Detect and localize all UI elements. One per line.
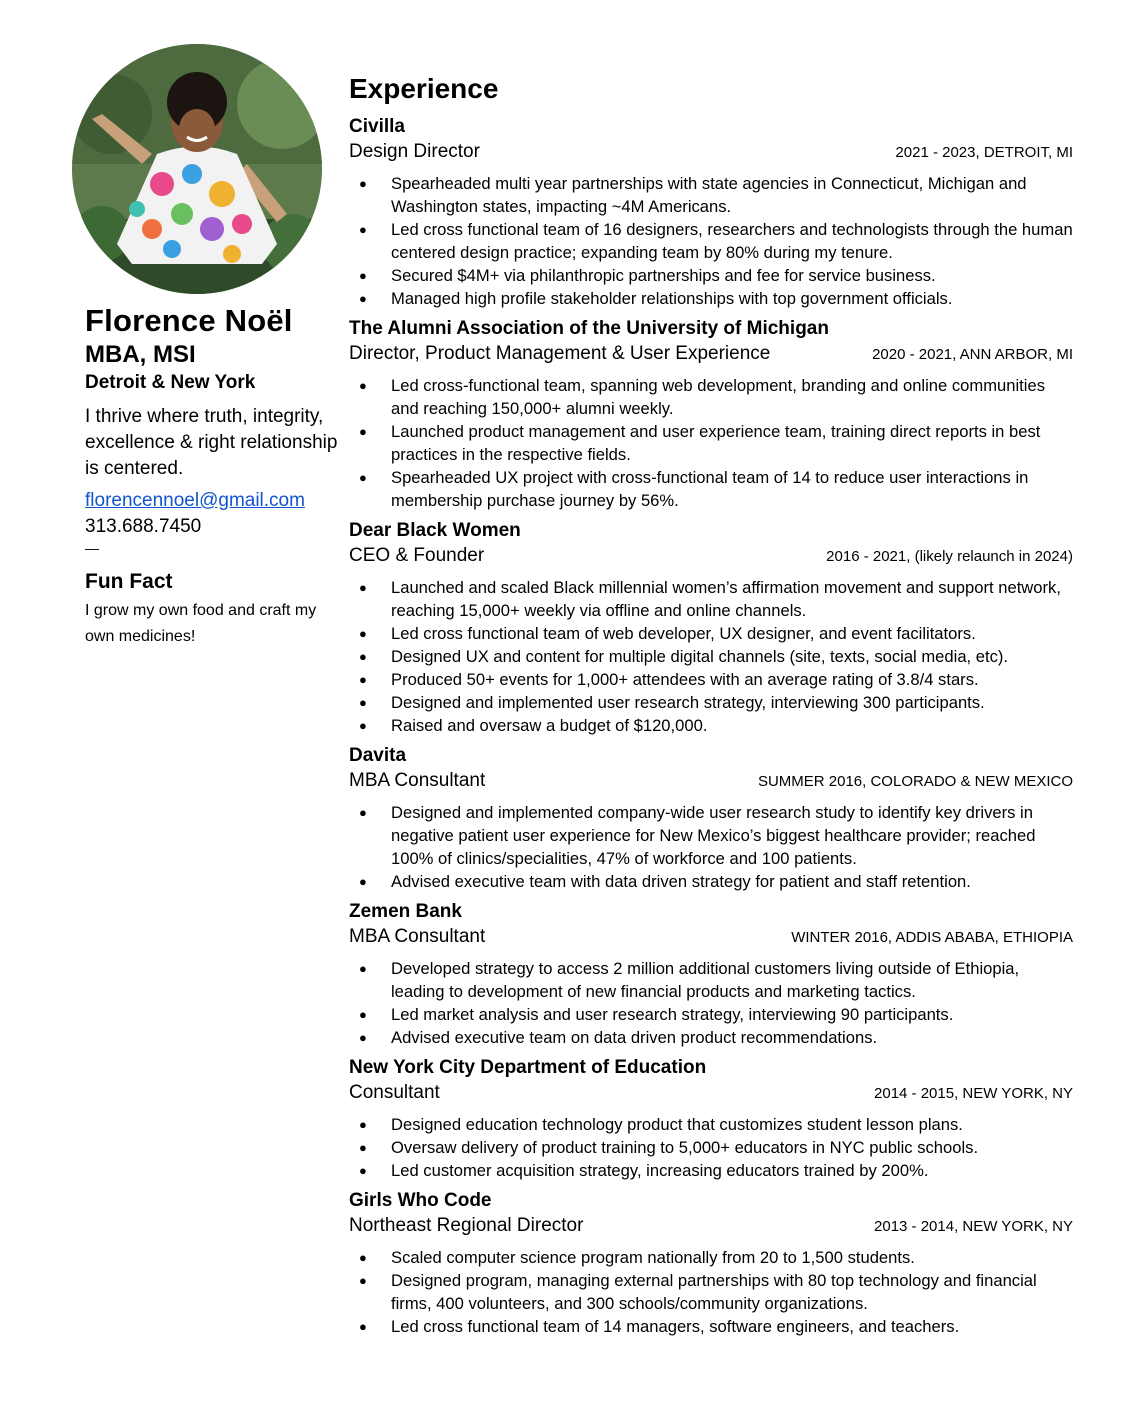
job-entry bbox=[349, 519, 1075, 737]
job-company: Civilla bbox=[349, 116, 405, 137]
job-bullet: ● Led cross-functional team, spanning web development, branding and online communities and reaching 150,000+ alumni weekly. bbox=[349, 374, 1075, 420]
job-role: Northeast Regional Director bbox=[349, 1215, 584, 1236]
profile-location: Detroit & New York bbox=[85, 372, 256, 393]
job-role: Consultant bbox=[349, 1082, 440, 1103]
job-bullet-list bbox=[349, 1113, 1075, 1182]
job-bullet: ● Spearheaded UX project with cross-functional team of 14 to reduce user interactions in membership purchase journey by 56%. bbox=[349, 466, 1075, 512]
job-bullet: ● Developed strategy to access 2 million additional customers living outside of Ethiopia, leading to development of new financial products and marketing tactics. bbox=[349, 957, 1075, 1003]
job-role-row bbox=[349, 341, 1075, 368]
job-bullet: ● Designed and implemented company-wide user research study to identify key drivers in negative patient user experience for New Mexico’s biggest healthcare provider; reached 100% of clinics/specialities, 47% of workforce and 100 patients. bbox=[349, 801, 1075, 870]
fun-fact-text: I grow my own food and craft my own medicines! bbox=[85, 602, 317, 645]
job-entry bbox=[349, 115, 1075, 310]
job-bullet: ● Advised executive team with data driven strategy for patient and staff retention. bbox=[349, 870, 1075, 893]
job-bullet: ● Led customer acquisition strategy, increasing educators trained by 200%. bbox=[349, 1159, 1075, 1182]
job-dates-location: 2020 - 2021, ANN ARBOR, MI bbox=[872, 346, 1073, 363]
job-bullet-list bbox=[349, 374, 1075, 512]
job-bullet: ● Managed high profile stakeholder relationships with top government officials. bbox=[349, 287, 1075, 310]
job-bullet: ● Designed program, managing external partnerships with 80 top technology and financial firms, 400 volunteers, and 300 schools/community organizations. bbox=[349, 1269, 1075, 1315]
job-company: Zemen Bank bbox=[349, 901, 462, 922]
job-bullet: ● Designed education technology product that customizes student lesson plans. bbox=[349, 1113, 1075, 1136]
job-dates-location: 2016 - 2021, (likely relaunch in 2024) bbox=[826, 548, 1073, 565]
job-bullet-list bbox=[349, 1246, 1075, 1338]
job-role: Director, Product Management & User Experience bbox=[349, 343, 771, 364]
job-dates-location: SUMMER 2016, COLORADO & NEW MEXICO bbox=[757, 773, 1073, 790]
job-bullet: ● Led cross functional team of web developer, UX designer, and event facilitators. bbox=[349, 622, 1075, 645]
divider: — bbox=[85, 540, 99, 556]
job-bullet: ● Launched product management and user experience team, training direct reports in best practices in the respective fields. bbox=[349, 420, 1075, 466]
job-role-row bbox=[349, 768, 1075, 795]
job-bullet: ● Led market analysis and user research strategy, interviewing 90 participants. bbox=[349, 1003, 1075, 1026]
job-entry bbox=[349, 317, 1075, 512]
job-role: CEO & Founder bbox=[349, 545, 485, 566]
job-role: MBA Consultant bbox=[349, 770, 486, 791]
job-dates-location: WINTER 2016, ADDIS ABABA, ETHIOPIA bbox=[791, 929, 1073, 946]
job-dates-location: 2014 - 2015, NEW YORK, NY bbox=[874, 1085, 1073, 1102]
job-dates-location: 2013 - 2014, NEW YORK, NY bbox=[874, 1218, 1073, 1235]
job-entry bbox=[349, 1189, 1075, 1338]
job-bullet-list bbox=[349, 576, 1075, 737]
job-company: The Alumni Association of the University of Michigan bbox=[349, 318, 829, 339]
profile-photo bbox=[72, 44, 322, 294]
job-company: Davita bbox=[349, 745, 407, 766]
job-bullet: ● Secured $4M+ via philanthropic partnerships and fee for service business. bbox=[349, 264, 1075, 287]
job-entry bbox=[349, 900, 1075, 1049]
job-bullet: ● Led cross functional team of 16 designers, researchers and technologists through the human centered design practice; expanding team by 80% during my tenure. bbox=[349, 218, 1075, 264]
job-role: Design Director bbox=[349, 141, 480, 162]
job-bullet: ● Designed UX and content for multiple digital channels (site, texts, social media, etc). bbox=[349, 645, 1075, 668]
phone-number: 313.688.7450 bbox=[85, 516, 202, 537]
job-role-row bbox=[349, 543, 1075, 570]
job-role-row bbox=[349, 924, 1075, 951]
job-bullet: ● Led cross functional team of 14 managers, software engineers, and teachers. bbox=[349, 1315, 1075, 1338]
job-company: Dear Black Women bbox=[349, 520, 521, 541]
profile-photo-image bbox=[72, 44, 322, 294]
job-bullet: ● Raised and oversaw a budget of $120,000. bbox=[349, 714, 1075, 737]
section-title: Experience bbox=[349, 73, 499, 104]
job-bullet-list bbox=[349, 172, 1075, 310]
experience-section bbox=[349, 71, 1075, 1345]
job-role-row bbox=[349, 1213, 1075, 1240]
profile-degrees: MBA, MSI bbox=[85, 341, 196, 368]
job-role-row bbox=[349, 1080, 1075, 1107]
profile-tagline: I thrive where truth, integrity, excellence & right relationship is centered. bbox=[85, 406, 338, 479]
job-bullet-list bbox=[349, 801, 1075, 893]
job-bullet: ● Advised executive team on data driven product recommendations. bbox=[349, 1026, 1075, 1049]
job-list bbox=[349, 115, 1075, 1338]
job-entry bbox=[349, 744, 1075, 893]
job-entry bbox=[349, 1056, 1075, 1182]
job-bullet: ● Scaled computer science program nationally from 20 to 1,500 students. bbox=[349, 1246, 1075, 1269]
fun-fact-heading: Fun Fact bbox=[85, 570, 173, 593]
job-dates-location: 2021 - 2023, DETROIT, MI bbox=[895, 144, 1073, 161]
job-bullet: ● Launched and scaled Black millennial women’s affirmation movement and support network, reaching 15,000+ weekly via offline and online channels. bbox=[349, 576, 1075, 622]
job-company: Girls Who Code bbox=[349, 1190, 492, 1211]
profile-info bbox=[85, 302, 345, 650]
job-bullet-list bbox=[349, 957, 1075, 1049]
job-role-row bbox=[349, 139, 1075, 166]
email-link[interactable]: florencennoel@gmail.com bbox=[85, 490, 305, 511]
job-company: New York City Department of Education bbox=[349, 1057, 707, 1078]
job-bullet: ● Oversaw delivery of product training to 5,000+ educators in NYC public schools. bbox=[349, 1136, 1075, 1159]
job-role: MBA Consultant bbox=[349, 926, 486, 947]
job-bullet: ● Produced 50+ events for 1,000+ attendees with an average rating of 3.8/4 stars. bbox=[349, 668, 1075, 691]
profile-name: Florence Noël bbox=[85, 303, 293, 338]
job-bullet: ● Designed and implemented user research strategy, interviewing 300 participants. bbox=[349, 691, 1075, 714]
job-bullet: ● Spearheaded multi year partnerships with state agencies in Connecticut, Michigan and Washington states, impacting ~4M Americans. bbox=[349, 172, 1075, 218]
